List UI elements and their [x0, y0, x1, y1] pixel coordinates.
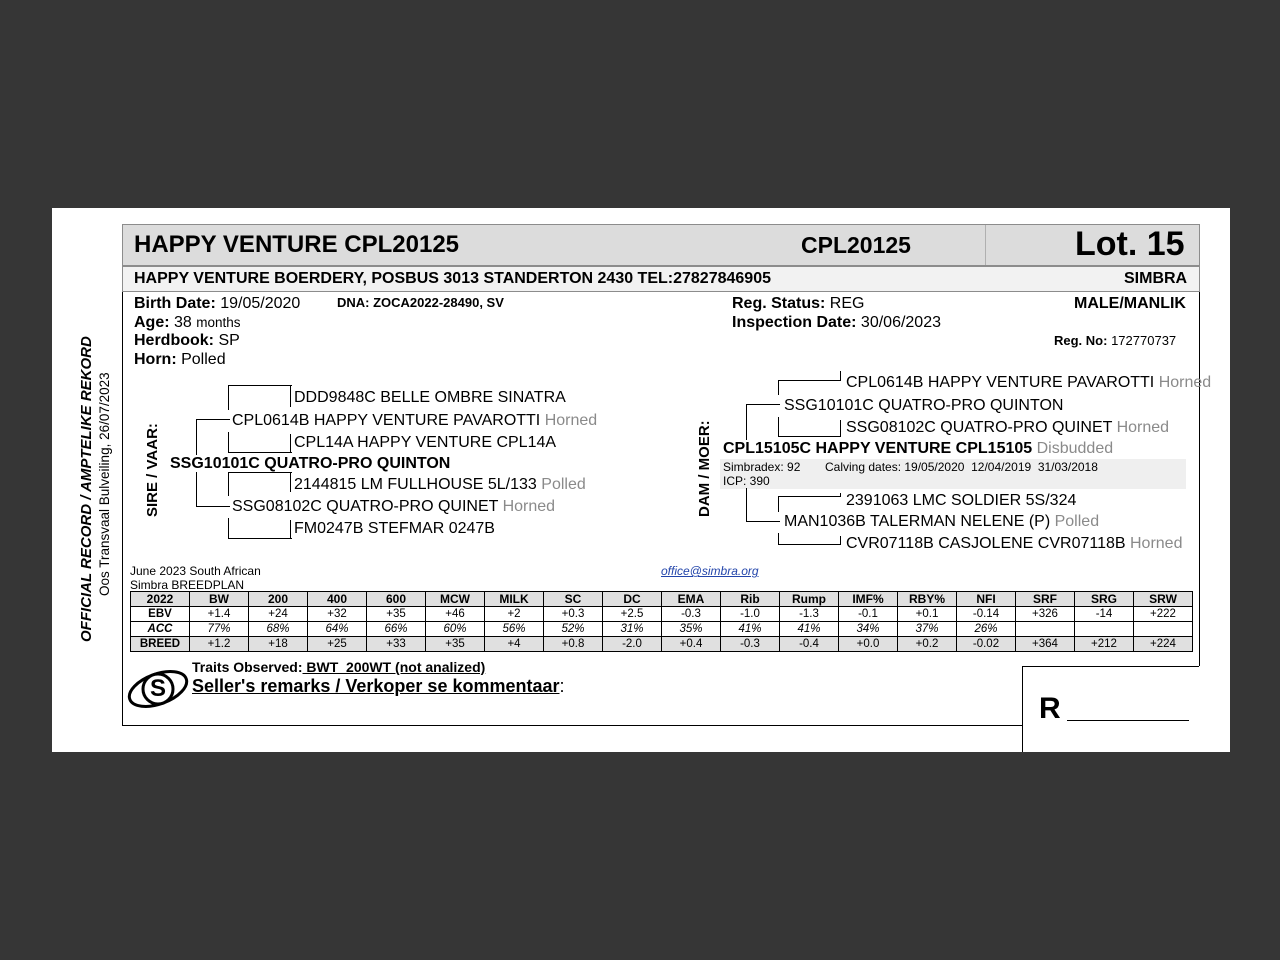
ebv-header-cell: Rump — [780, 592, 839, 607]
ebv-cell: 52% — [544, 622, 603, 637]
ebv-cell: -14 — [1075, 607, 1134, 622]
sire-sire-dam: CPL14A HAPPY VENTURE CPL14A — [294, 434, 557, 451]
ebv-header-cell: DC — [603, 592, 662, 607]
ebv-header-cell: Rib — [721, 592, 780, 607]
dam-dam: MAN1036B TALERMAN NELENE (P) Polled — [784, 513, 1100, 530]
ebv-header-cell: MILK — [485, 592, 544, 607]
ebv-cell: +326 — [1016, 607, 1075, 622]
ebv-cell: +0.8 — [544, 637, 603, 652]
animal-code: CPL20125 — [801, 232, 911, 258]
ebv-cell: +0.1 — [898, 607, 957, 622]
card-border-left — [122, 224, 123, 726]
ebv-cell: -2.0 — [603, 637, 662, 652]
sire-sire-sire: DDD9848C BELLE OMBRE SINATRA — [294, 389, 566, 406]
ebv-cell: +212 — [1075, 637, 1134, 652]
ebv-header-cell: EMA — [662, 592, 721, 607]
ebv-header-cell: SRG — [1075, 592, 1134, 607]
ebv-header-cell: SC — [544, 592, 603, 607]
ebv-header-cell: SRW — [1134, 592, 1193, 607]
inspection-date: Inspection Date: 30/06/2023 — [732, 314, 941, 331]
breedplan-line2: Simbra BREEDPLAN — [130, 578, 245, 592]
ebv-cell: +222 — [1134, 607, 1193, 622]
ebv-cell: -1.0 — [721, 607, 780, 622]
ebv-cell: +1.2 — [190, 637, 249, 652]
dam-sire-sire: CPL0614B HAPPY VENTURE PAVAROTTI Horned — [846, 374, 1212, 391]
ebv-table — [130, 591, 1193, 652]
ebv-cell: +2 — [485, 607, 544, 622]
ebv-cell: +364 — [1016, 637, 1075, 652]
dam-dam-dam: CVR07118B CASJOLENE CVR07118B Horned — [846, 535, 1183, 552]
ebv-row-breed — [131, 637, 1193, 652]
card-border-bottom — [122, 725, 1022, 726]
ebv-cell: -0.4 — [780, 637, 839, 652]
ebv-cell — [1075, 622, 1134, 637]
ebv-cell: +4 — [485, 637, 544, 652]
reg-number: Reg. No: 172770737 — [1054, 333, 1177, 348]
ebv-cell: 60% — [426, 622, 485, 637]
sire-sire: CPL0614B HAPPY VENTURE PAVAROTTI Horned — [232, 412, 598, 429]
ebv-row-label: BREED — [131, 637, 190, 652]
simbra-logo: S — [125, 669, 193, 709]
ebv-row-label: ACC — [131, 622, 190, 637]
ebv-cell: 31% — [603, 622, 662, 637]
ebv-cell: -0.3 — [721, 637, 780, 652]
ebv-cell: 68% — [249, 622, 308, 637]
ebv-cell: -0.14 — [957, 607, 1016, 622]
ebv-cell — [1134, 622, 1193, 637]
reg-status: Reg. Status: REG — [732, 295, 865, 312]
ebv-cell: +0.3 — [544, 607, 603, 622]
ebv-cell: 66% — [367, 622, 426, 637]
ebv-header-cell: 400 — [308, 592, 367, 607]
ebv-cell: +224 — [1134, 637, 1193, 652]
lot-number: Lot. 15 — [1075, 225, 1185, 263]
ebv-header-cell: 600 — [367, 592, 426, 607]
ebv-cell: 37% — [898, 622, 957, 637]
dna-code: DNA: ZOCA2022-28490, SV — [337, 295, 504, 310]
ebv-cell: +33 — [367, 637, 426, 652]
ebv-cell: 34% — [839, 622, 898, 637]
ebv-cell: +0.4 — [662, 637, 721, 652]
birth-date: Birth Date: 19/05/2020 — [134, 295, 301, 312]
ebv-cell: +2.5 — [603, 607, 662, 622]
ebv-header-cell: NFI — [957, 592, 1016, 607]
ebv-cell: 41% — [780, 622, 839, 637]
ebv-header-row — [131, 592, 1193, 607]
ebv-cell: -1.3 — [780, 607, 839, 622]
sire-section-label: SIRE / VAAR: — [144, 423, 161, 517]
ebv-cell: +46 — [426, 607, 485, 622]
traits-observed: Traits Observed: BWT 200WT (not analized) — [192, 659, 486, 675]
sire-name: SSG10101C QUATRO-PRO QUINTON — [170, 455, 451, 472]
official-record-label: OFFICIAL RECORD / AMPTELIKE REKORD — [78, 336, 95, 642]
sex-label: MALE/MANLIK — [1074, 295, 1186, 312]
dam-sire-dam: SSG08102C QUATRO-PRO QUINET Horned — [846, 419, 1170, 436]
sire-dam: SSG08102C QUATRO-PRO QUINET Horned — [232, 498, 556, 515]
sale-info-label: Oos Transvaal Bulveiling, 26/07/2023 — [97, 372, 112, 596]
ebv-row-acc — [131, 622, 1193, 637]
calving-dates: Calving dates: 19/05/2020 12/04/2019 31/03/2018 — [825, 460, 1098, 474]
animal-name-title: HAPPY VENTURE CPL20125 — [134, 231, 460, 258]
simbradex: Simbradex: 92 — [723, 460, 801, 474]
ebv-header-cell: IMF% — [839, 592, 898, 607]
ebv-cell: 35% — [662, 622, 721, 637]
ebv-cell: 41% — [721, 622, 780, 637]
ebv-header-cell: SRF — [1016, 592, 1075, 607]
price-prefix: R — [1039, 692, 1061, 725]
sire-dam-sire: 2144815 LM FULLHOUSE 5L/133 Polled — [294, 476, 586, 493]
auction-record-card — [52, 208, 1230, 752]
ebv-cell: 26% — [957, 622, 1016, 637]
dam-name: CPL15105C HAPPY VENTURE CPL15105 Disbudded — [723, 440, 1114, 457]
breeder-address: HAPPY VENTURE BOERDERY, POSBUS 3013 STANDERTON 2430 TEL:27827846905 — [134, 270, 771, 287]
ebv-header-cell: 200 — [249, 592, 308, 607]
ebv-cell: +1.4 — [190, 607, 249, 622]
breedplan-line1: June 2023 South African — [130, 564, 261, 578]
ebv-cell: 56% — [485, 622, 544, 637]
sire-dam-dam: FM0247B STEFMAR 0247B — [294, 520, 495, 537]
ebv-cell: +32 — [308, 607, 367, 622]
ebv-cell: +0.2 — [898, 637, 957, 652]
ebv-cell: +18 — [249, 637, 308, 652]
ebv-cell: +0.0 — [839, 637, 898, 652]
ebv-row-ebv — [131, 607, 1193, 622]
ebv-cell: 64% — [308, 622, 367, 637]
ebv-header-cell: MCW — [426, 592, 485, 607]
ebv-cell — [1016, 622, 1075, 637]
horn-status: Horn: Polled — [134, 351, 226, 368]
seller-remarks-label: Seller's remarks / Verkoper se kommentaar: — [192, 676, 565, 696]
ebv-cell: 77% — [190, 622, 249, 637]
age: Age: 38 months — [134, 314, 241, 331]
breed-name: SIMBRA — [1124, 270, 1188, 287]
ebv-cell: -0.1 — [839, 607, 898, 622]
ebv-cell: -0.3 — [662, 607, 721, 622]
dam-sire: SSG10101C QUATRO-PRO QUINTON — [784, 397, 1064, 414]
ebv-cell: +35 — [426, 637, 485, 652]
email-link[interactable]: office@simbra.org — [661, 564, 759, 578]
ebv-cell: -0.02 — [957, 637, 1016, 652]
herdbook: Herdbook: SP — [134, 332, 240, 349]
ebv-row-label: EBV — [131, 607, 190, 622]
ebv-cell: +24 — [249, 607, 308, 622]
ebv-cell: +35 — [367, 607, 426, 622]
icp: ICP: 390 — [723, 474, 770, 488]
price-input-line[interactable] — [1067, 720, 1189, 721]
ebv-header-cell: BW — [190, 592, 249, 607]
ebv-header-cell: RBY% — [898, 592, 957, 607]
dam-section-label: DAM / MOER: — [696, 420, 713, 517]
ebv-cell: +25 — [308, 637, 367, 652]
dam-dam-sire: 2391063 LMC SOLDIER 5S/324 — [846, 492, 1077, 509]
ebv-header-cell: 2022 — [131, 592, 190, 607]
